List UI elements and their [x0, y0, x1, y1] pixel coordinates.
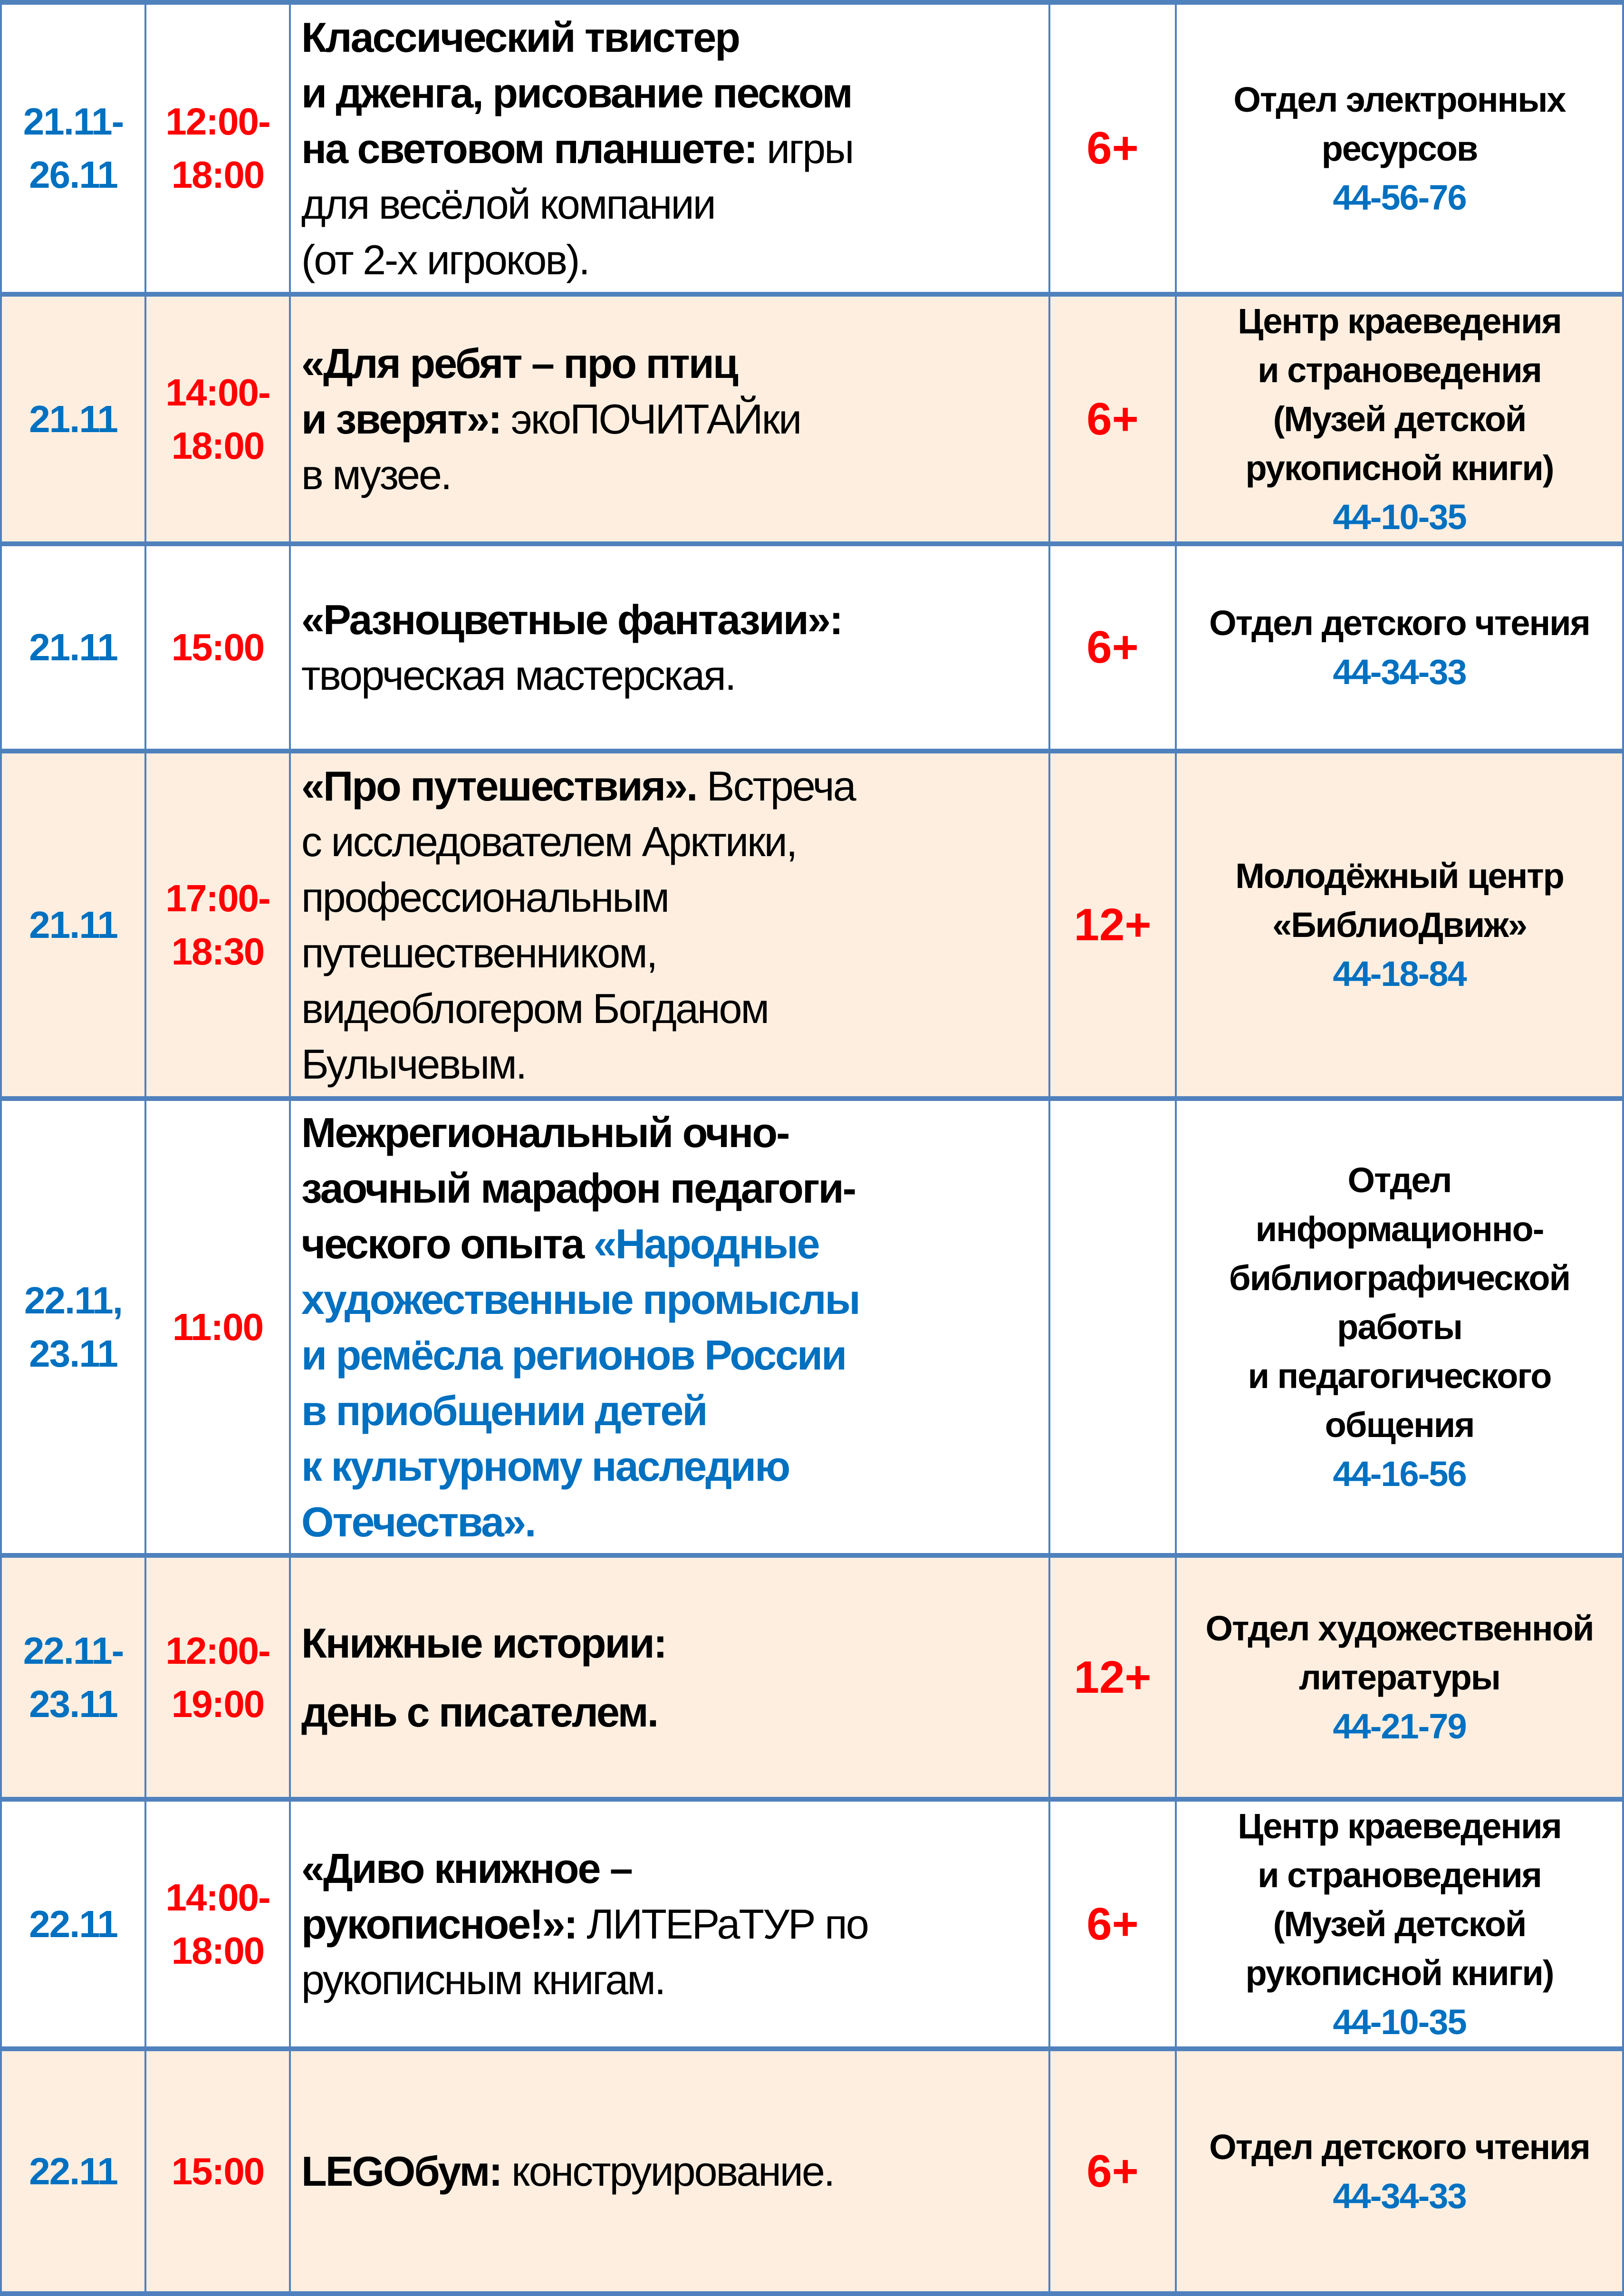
organizer: [1176, 1799, 1623, 2049]
event-description: [290, 751, 1049, 1099]
organizer-phone: 44-10-35: [1333, 2002, 1466, 2042]
event-row: [1, 2, 1623, 294]
event-date: 22.11: [1, 2049, 145, 2294]
description-segment: творческая мастерская.: [301, 652, 735, 699]
organizer-phone: 44-18-84: [1333, 954, 1466, 994]
organizer-name: Отдел электронных ресурсов: [1233, 79, 1566, 168]
organizer-name: Отдел информационно- библиографической работы и педагогического общения: [1229, 1160, 1570, 1445]
event-row: [1, 544, 1623, 751]
age-rating: 6+: [1049, 2, 1176, 294]
description-segment: Книжные истории: день с писателем.: [301, 1619, 666, 1736]
age-rating: 6+: [1049, 294, 1176, 544]
description-segment: конструирование.: [501, 2148, 834, 2195]
organizer-phone: 44-16-56: [1333, 1454, 1466, 1494]
organizer-name: Отдел детского чтения: [1209, 603, 1590, 643]
age-rating: 6+: [1049, 2049, 1176, 2294]
event-date: 21.11: [1, 294, 145, 544]
organizer: [1176, 2, 1623, 294]
event-row: [1, 1555, 1623, 1799]
organizer: [1176, 751, 1623, 1099]
event-date: 21.11- 26.11: [1, 2, 145, 294]
event-row: [1, 1799, 1623, 2049]
age-rating: 12+: [1049, 751, 1176, 1099]
age-rating: 6+: [1049, 544, 1176, 751]
description-segment: «Народные художественные промыслы и ремёсла регионов России в приобщении детей к культурному наследию Отечества».: [301, 1220, 859, 1545]
description-segment: «Разноцветные фантазии»:: [301, 596, 842, 643]
event-date: 21.11: [1, 544, 145, 751]
event-date: 22.11- 23.11: [1, 1555, 145, 1799]
event-date: 22.11, 23.11: [1, 1099, 145, 1555]
event-time: 12:00- 19:00: [145, 1555, 290, 1799]
organizer: [1176, 2049, 1623, 2294]
event-row: [1, 2049, 1623, 2294]
event-description: [290, 1555, 1049, 1799]
organizer: [1176, 1099, 1623, 1555]
description-segment: ЛИТЕРаТУР по рукописным книгам.: [301, 1900, 868, 2003]
description-segment: экоПОЧИТАЙки в музее.: [301, 396, 801, 498]
event-time: 14:00- 18:00: [145, 294, 290, 544]
organizer-name: Отдел детского чтения: [1209, 2127, 1590, 2167]
organizer-name: Отдел художественной литературы: [1205, 1609, 1594, 1697]
organizer-name: Молодёжный центр «БиблиоДвиж»: [1235, 856, 1564, 945]
event-description: [290, 294, 1049, 544]
organizer: [1176, 294, 1623, 544]
event-description: [290, 2, 1049, 294]
event-description: [290, 1099, 1049, 1555]
description-segment: «Про путешествия».: [301, 762, 697, 810]
organizer-phone: 44-21-79: [1333, 1707, 1466, 1746]
age-rating: 6+: [1049, 1799, 1176, 2049]
event-description: [290, 1799, 1049, 2049]
event-row: [1, 751, 1623, 1099]
age-rating: 12+: [1049, 1555, 1176, 1799]
event-time: 17:00- 18:30: [145, 751, 290, 1099]
organizer-phone: 44-56-76: [1333, 177, 1466, 217]
description-segment: игры для весёлой компании (от 2-х игроков).: [301, 125, 853, 283]
description-segment: LEGOбум:: [301, 2148, 501, 2195]
organizer-name: Центр краеведения и страноведения (Музей детской рукописной книги): [1238, 1806, 1561, 1993]
organizer: [1176, 1555, 1623, 1799]
organizer: [1176, 544, 1623, 751]
event-time: 12:00- 18:00: [145, 2, 290, 294]
age-rating: [1049, 1099, 1176, 1555]
description-segment: Межрегиональный очно- заочный марафон педагоги- ческого опыта: [301, 1109, 855, 1267]
event-description: [290, 544, 1049, 751]
event-row: [1, 1099, 1623, 1555]
organizer-phone: 44-34-33: [1333, 652, 1466, 692]
event-time: 15:00: [145, 2049, 290, 2294]
event-date: 21.11: [1, 751, 145, 1099]
description-segment: Встреча с исследователем Арктики, профессиональным путешественником, видеоблогером Богданом Булычевым.: [301, 762, 855, 1088]
description-segment: Классический твистер и дженга, рисование песком на световом планшете:: [301, 13, 852, 172]
organizer-phone: 44-10-35: [1333, 497, 1466, 537]
organizer-phone: 44-34-33: [1333, 2176, 1466, 2216]
description-segment: «Для ребят – про птиц и зверят»:: [301, 340, 737, 443]
event-time: 11:00: [145, 1099, 290, 1555]
event-time: 14:00- 18:00: [145, 1799, 290, 2049]
event-description: [290, 2049, 1049, 2294]
organizer-name: Центр краеведения и страноведения (Музей детской рукописной книги): [1238, 301, 1561, 488]
event-row: [1, 294, 1623, 544]
event-time: 15:00: [145, 544, 290, 751]
event-date: 22.11: [1, 1799, 145, 2049]
description-segment: «Диво книжное – рукописное!»:: [301, 1845, 632, 1948]
